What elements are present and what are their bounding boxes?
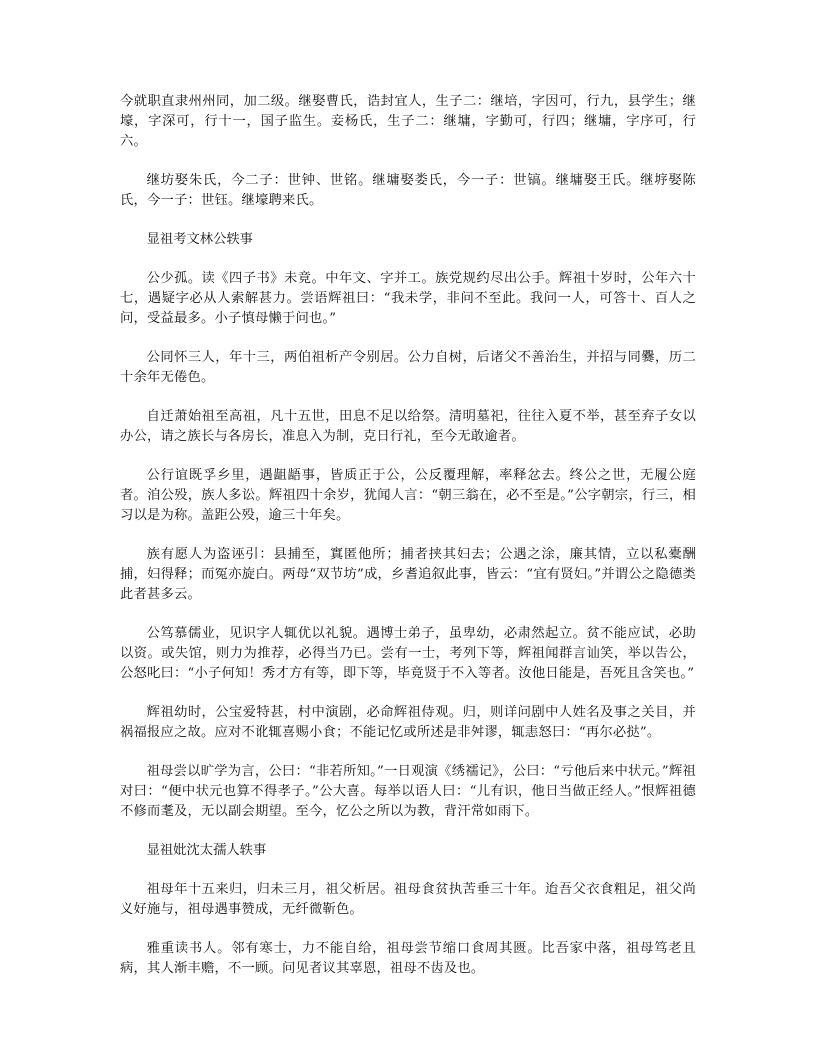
paragraph: 公少孤。读《四子书》未竟。中年文、字并工。族党规约尽出公手。辉祖十岁时，公年六十七，遇疑字必从人索解甚力。尝语辉祖曰：“我未学，非问不至此。我问一人，可答十、百人之问，受益最多。小子慎母懒于问也。” — [120, 271, 696, 326]
paragraph: 公同怀三人，年十三，两伯祖析产令别居。公力自树，后诸父不善治生，并招与同爨，历二十余年无倦色。 — [120, 350, 696, 385]
paragraph: 雅重读书人。邻有寒士，力不能自给，祖母尝节缩口食周其匮。比吾家中落，祖母笃老且病，其人渐丰赡，不一顾。问见者议其辜恩，祖母不齿及也。 — [120, 941, 696, 976]
section-heading: 显祖妣沈太孺人轶事 — [146, 843, 267, 858]
paragraph: 族有愿人为盗诬引：县捕至，窴匿他所；捕者挟其妇去；公遇之涂，廉其情，立以私橐酬捕，妇得释；而冤亦旋白。两母“双节坊”成，乡耆追叙此事，皆云：“宜有贤妇。”并谓公之隐德类此者甚多云。 — [120, 547, 696, 602]
paragraph: 公笃慕儒业，见识字人辄优以礼貌。遇博士弟子，虽卑幼，必肃然起立。贫不能应试，必助以资。或失馆，则力为推荐，必得当乃已。尝有一士，考列下等，辉祖闻群言讪笑，举以告公，公怒叱曰：“小子何知！秀才方有等，即下等，毕竟贤于不入等者。汝他日能是，吾死且含笑也。” — [120, 626, 696, 681]
paragraph: 自迁萧始祖至高祖，凡十五世，田息不足以给祭。清明墓祀，往往入夏不举，甚至弃子女以办公，请之族长与各房长，准息入为制，克日行礼，至今无敢逾者。 — [120, 409, 696, 444]
paragraph: 祖母年十五来归，归未三月，祖父析居。祖母食贫执苦垂三十年。迨吾父衣食粗足，祖父尚义好施与，祖母遇事赞成，无纤微靳色。 — [120, 882, 696, 917]
paragraph: 辉祖幼时，公宝爱特甚，村中演剧，必命辉祖侍观。归，则详问剧中人姓名及事之关目，并祸福报应之故。应对不讹辄喜赐小食；不能记忆或所述是非舛谬，辄恚怒曰：“再尔必挞”。 — [120, 705, 696, 740]
paragraph: 祖母尝以旷学为言，公曰：“非若所知。”一日观演《绣襦记》，公曰：“亏他后来中状元。”辉祖对曰：“便中状元也算不得孝子。”公大喜。每举以语人曰：“儿有识，他日当做正经人。”恨辉祖德不修而耄及，无以副会期望。至今，忆公之所以为教，背汗常如雨下。 — [120, 764, 696, 819]
paragraph: 今就职直隶州州同，加二级。继娶曹氏，诰封宜人，生子二：继培，字因可，行九，县学生；继壕，字深可，行十一，国子监生。妾杨氏，生子二：继墉，字勤可，行四；继墉，字序可，行六。 — [120, 94, 696, 149]
document-page — [120, 92, 696, 998]
paragraph: 公行谊既孚乡里，遇龃龉事，皆质正于公，公反覆理解，率释忿去。终公之世，无履公庭者。洎公殁，族人多讼。辉祖四十余岁，犹闻人言：“朝三翁在，必不至是。”公字朝宗，行三，相习以是为称。盖距公殁，逾三十年矣。 — [120, 468, 696, 523]
section-heading: 显祖考文林公轶事 — [146, 232, 253, 247]
paragraph: 继坊娶朱氏，今二子：世钟、世铭。继墉娶娄氏，今一子：世镐。继墉娶王氏。继垿娶陈氏，今一子：世钰。继壕聘来氏。 — [120, 173, 696, 208]
